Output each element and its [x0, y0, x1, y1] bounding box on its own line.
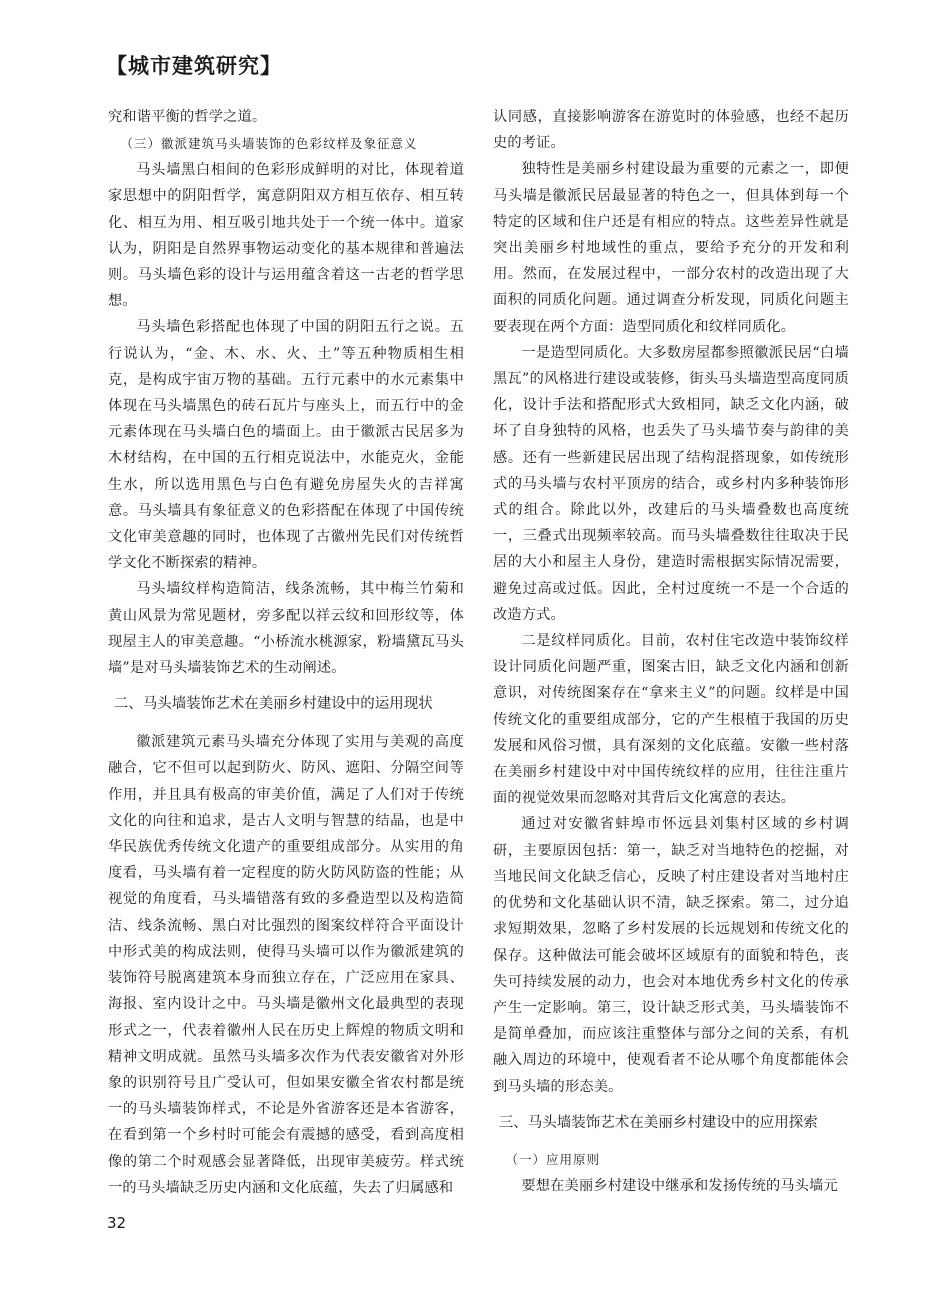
paragraph: 究和谐平衡的哲学之道。 [108, 109, 267, 125]
paragraph: 徽派建筑元素马头墙充分体现了实用与美观的高度融合，它不但可以起到防火、防风、遮阳、分隔空间等作用，并且具有极高的审美价值，满足了人们对于传统文化的向往和追求，是古人文明与智慧的结晶，也是中华民族优秀传统文化遗产的重要组成部分。从实用的角度看，马头墙有着一定程度的防火防风防盗的性能；从视觉的角度看，马头墙错落有致的多叠造型以及构造简洁、线条流畅、黑白对比强烈的图案纹样符合平面设计中形式美的构成法则，使得马头墙可以作为徽派建筑的装饰符号脱离建筑本身而独立存在，广泛应用在家具、海报、室内设计之中。马头墙是徽州文化最典型的表现形式之一，代表着徽州人民在历史上辉煌的物质文明和精神文明成就。虽然马头墙多次作为代表安徽省对外形象的识别符号且广受认可，但如果安徽全省农村都是统一的马头墙装饰样式，不论是外省游客还是本省游客，在看到第一个乡村时可能会有震撼的感受，看到高度相像的第二个时观感会显著降低，出现审美疲劳。样式统一的马头墙缺乏历史内涵和文化底蕴，失去了归属感和 [108, 734, 464, 1196]
paragraph: 二是纹样同质化。目前，农村住宅改造中装饰纹样设计同质化问题严重，图案古旧，缺乏文化内涵和创新意识，对传统图案存在“拿来主义”的问题。纹样是中国传统文化的重要组成部分，它的产生根植于我国的历史发展和风俗习惯，具有深刻的文化底蕴。安徽一些村落在美丽乡村建设中对中国传统纹样的应用，往往注重片面的视觉效果而忽略对其背后文化寓意的表达。 [493, 633, 849, 807]
paragraph: 要想在美丽乡村建设中继承和发扬传统的马头墙元 [521, 1177, 838, 1194]
paragraph: 马头墙黑白相间的色彩形成鲜明的对比，体现着道家思想中的阴阳哲学，寓意阴阳双方相互依存、相互转化、相互为用、相互吸引地共处于一个统一体中。道家认为，阴阳是自然界事物运动变化的基本规律和普遍法则。马头墙色彩的设计与运用蕴含着这一古老的哲学思想。 [108, 162, 464, 310]
paragraph: 马头墙纹样构造简洁，线条流畅，其中梅兰竹菊和黄山风景为常见题材，旁多配以祥云纹和回形纹等，体现屋主人的审美意趣。“小桥流水桃源家，粉墙黛瓦马头墙”是对马头墙装饰艺术的生动阐述。 [108, 581, 464, 677]
paragraph: 认同感，直接影响游客在游览时的体验感，也经不起历史的考证。 [493, 109, 849, 152]
section-heading: 三、马头墙装饰艺术在美丽乡村建设中的应用探索 [498, 1114, 818, 1131]
subsection-heading: （三）徽派建筑马头墙装饰的色彩纹样及象征意义 [120, 136, 418, 152]
paragraph: 通过对安徽省蚌埠市怀远县刘集村区域的乡村调研，主要原因包括：第一，缺乏对当地特色的挖掘，对当地民间文化缺乏信心，反映了村庄建设者对当地村庄的优势和文化基础认识不清，缺乏探索。第二，过分追求短期效果，忽略了乡村发展的长远规划和传统文化的保存。这种做法可能会破坏区域原有的面貌和特色，丧失可持续发展的动力，也会对本地优秀乡村文化的传承产生一定影响。第三，设计缺乏形式美，马头墙装饰不是简单叠加，而应该注重整体与部分之间的关系，有机融入周边的环境中，使观看者不论从哪个角度都能体会到马头墙的形态美。 [493, 816, 849, 1095]
subsection-heading: （一）应用原则 [505, 1151, 601, 1167]
section-heading: 二、马头墙装饰艺术在美丽乡村建设中的运用现状 [113, 696, 433, 713]
journal-header: 【城市建筑研究】 [106, 54, 282, 78]
right-column [493, 104, 849, 1199]
left-column [108, 104, 464, 1201]
paragraph: 独特性是美丽乡村建设最为重要的元素之一，即便马头墙是徽派民居最显著的特色之一，但具体到每一个特定的区域和住户还是有相应的特点。这些差异性就是突出美丽乡村地域性的重点，要给予充分的开发和利用。然而，在发展过程中，一部分农村的改造出现了大面积的同质化问题。通过调查分析发现，同质化问题主要表现在两个方面：造型同质化和纹样同质化。 [493, 161, 849, 335]
paragraph: 一是造型同质化。大多数房屋都参照徽派民居“白墙黑瓦”的风格进行建设或装修，街头马头墙造型高度同质化，设计手法和搭配形式大致相同，缺乏文化内涵，破坏了自身独特的风格，也丢失了马头墙节奏与韵律的美感。还有一些新建民居出现了结构混搭现象，如传统形式的马头墙与农村平顶房的结合，或乡村内多种装饰形式的组合。除此以外，改建后的马头墙叠数也高度统一，三叠式出现频率较高。而马头墙叠数往往取决于民居的大小和屋主人身份，建造时需根据实际情况需要，避免过高或过低。因此，全村过度统一不是一个合适的改造方式。 [493, 344, 849, 623]
page-number: 32 [107, 1214, 127, 1232]
paragraph: 马头墙色彩搭配也体现了中国的阴阳五行之说。五行说认为，“金、木、水、火、土”等五种物质相生相克，是构成宇宙万物的基础。五行元素中的水元素集中体现在马头墙黑色的砖石瓦片与座头上，而五行中的金元素体现在马头墙白色的墙面上。由于徽派古民居多为木材结构，在中国的五行相克说法中，水能克火，金能生水，所以选用黑色与白色有避免房屋失火的吉祥寓意。马头墙具有象征意义的色彩搭配在体现了中国传统文化审美意趣的同时，也体现了古徽州先民们对传统哲学文化不断探索的精神。 [108, 319, 464, 572]
